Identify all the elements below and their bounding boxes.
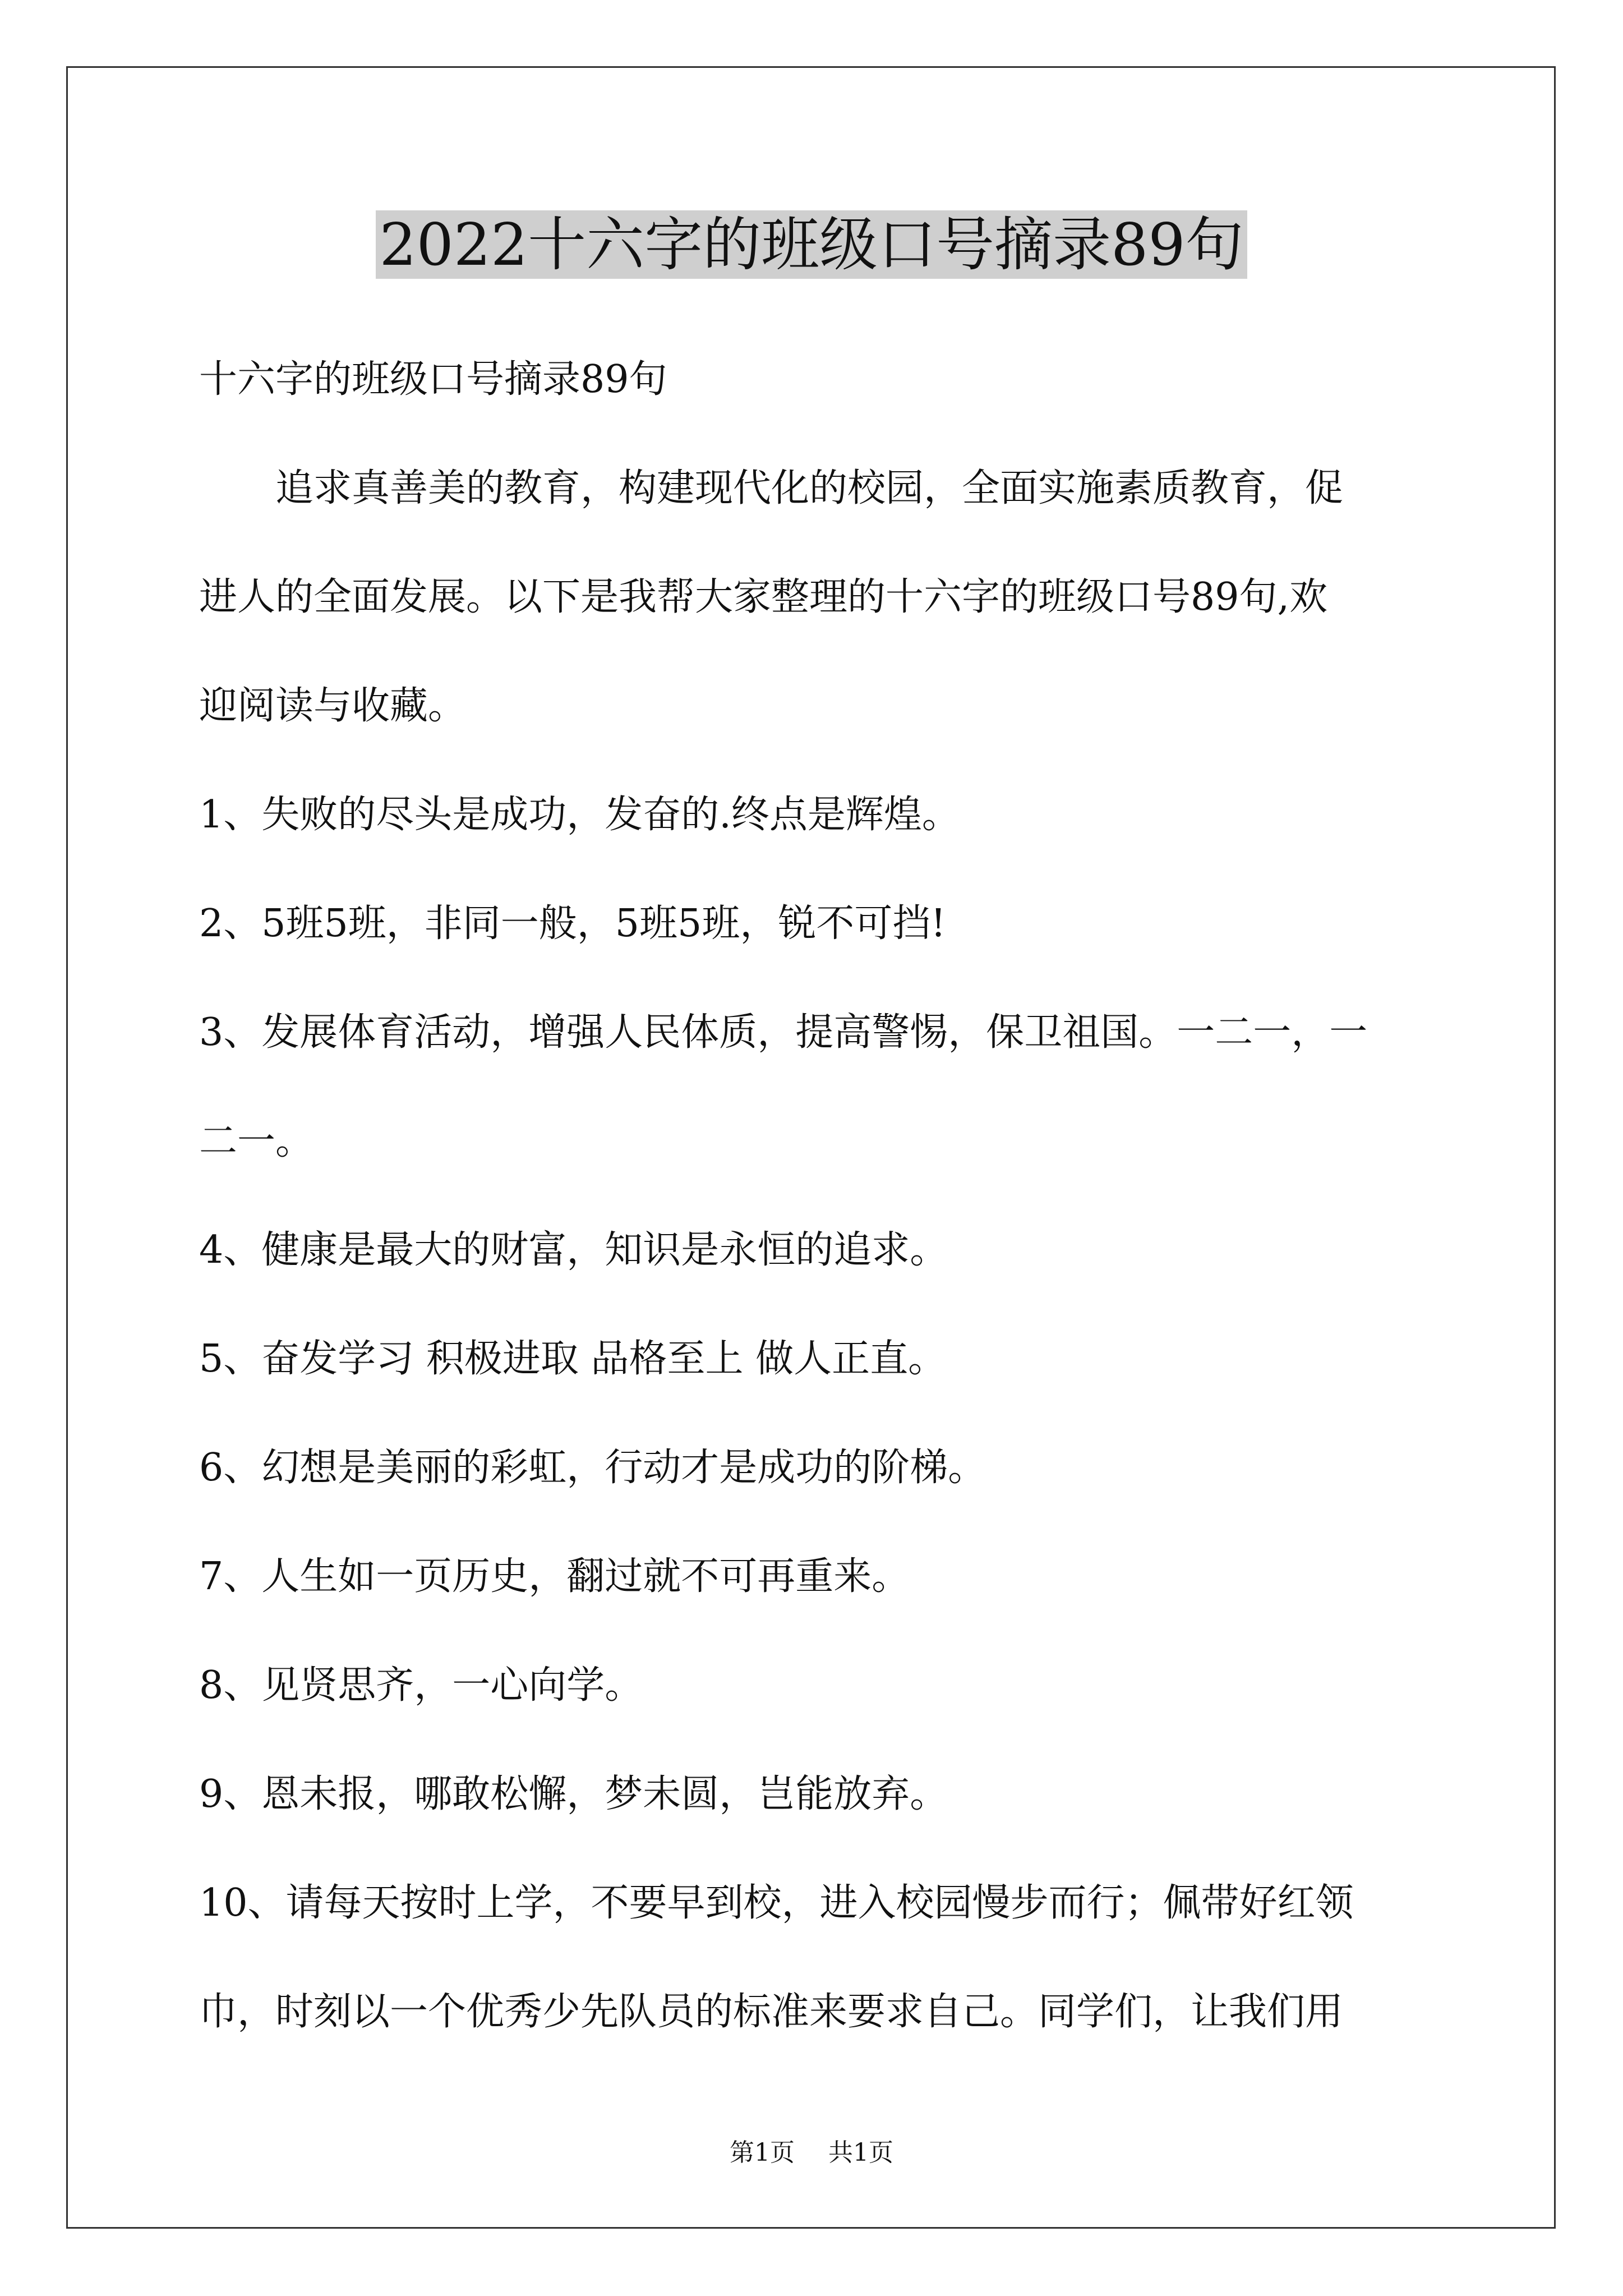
text-line: 9、恩未报，哪敢松懈，梦未圆，岂能放弃。 xyxy=(199,1772,948,1816)
text-line: 1、失败的尽头是成功，发奋的.终点是辉煌。 xyxy=(199,793,960,837)
page-footer xyxy=(0,2136,1623,2170)
text-line: 迎阅读与收藏。 xyxy=(199,684,467,728)
page-total: 共1页 xyxy=(828,2138,893,2167)
text-line: 7、人生如一页历史，翻过就不可再重来。 xyxy=(199,1554,910,1599)
document-title xyxy=(0,208,1623,282)
text-line: 8、见贤思齐，一心向学。 xyxy=(199,1663,643,1708)
text-line: 10、请每天按时上学，不要早到校，进入校园慢步而行；佩带好红领 xyxy=(199,1881,1354,1925)
page-number: 第1页 xyxy=(730,2138,795,2167)
text-line: 4、健康是最大的财富，知识是永恒的追求。 xyxy=(199,1228,948,1272)
text-line: 5、奋发学习 积极进取 品格至上 做人正直。 xyxy=(199,1337,947,1381)
text-line: 3、发展体育活动，增强人民体质，提高警惕，保卫祖国。一二一，一 xyxy=(199,1010,1368,1055)
text-line: 二一。 xyxy=(199,1119,314,1163)
text-line: 进人的全面发展。以下是我帮大家整理的十六字的班级口号89句,欢 xyxy=(199,575,1328,619)
document-title-text: 2022十六字的班级口号摘录89句 xyxy=(376,210,1247,279)
text-line: 6、幻想是美丽的彩虹，行动才是成功的阶梯。 xyxy=(199,1446,986,1490)
text-line: 巾，时刻以一个优秀少先队员的标准来要求自己。同学们，让我们用 xyxy=(199,1990,1344,2034)
text-line: 追求真善美的教育，构建现代化的校园，全面实施素质教育，促 xyxy=(199,466,1344,510)
text-line: 2、5班5班，非同一般，5班5班，锐不可挡! xyxy=(199,901,946,946)
document-body xyxy=(199,325,1433,2067)
text-line: 十六字的班级口号摘录89句 xyxy=(199,357,667,402)
